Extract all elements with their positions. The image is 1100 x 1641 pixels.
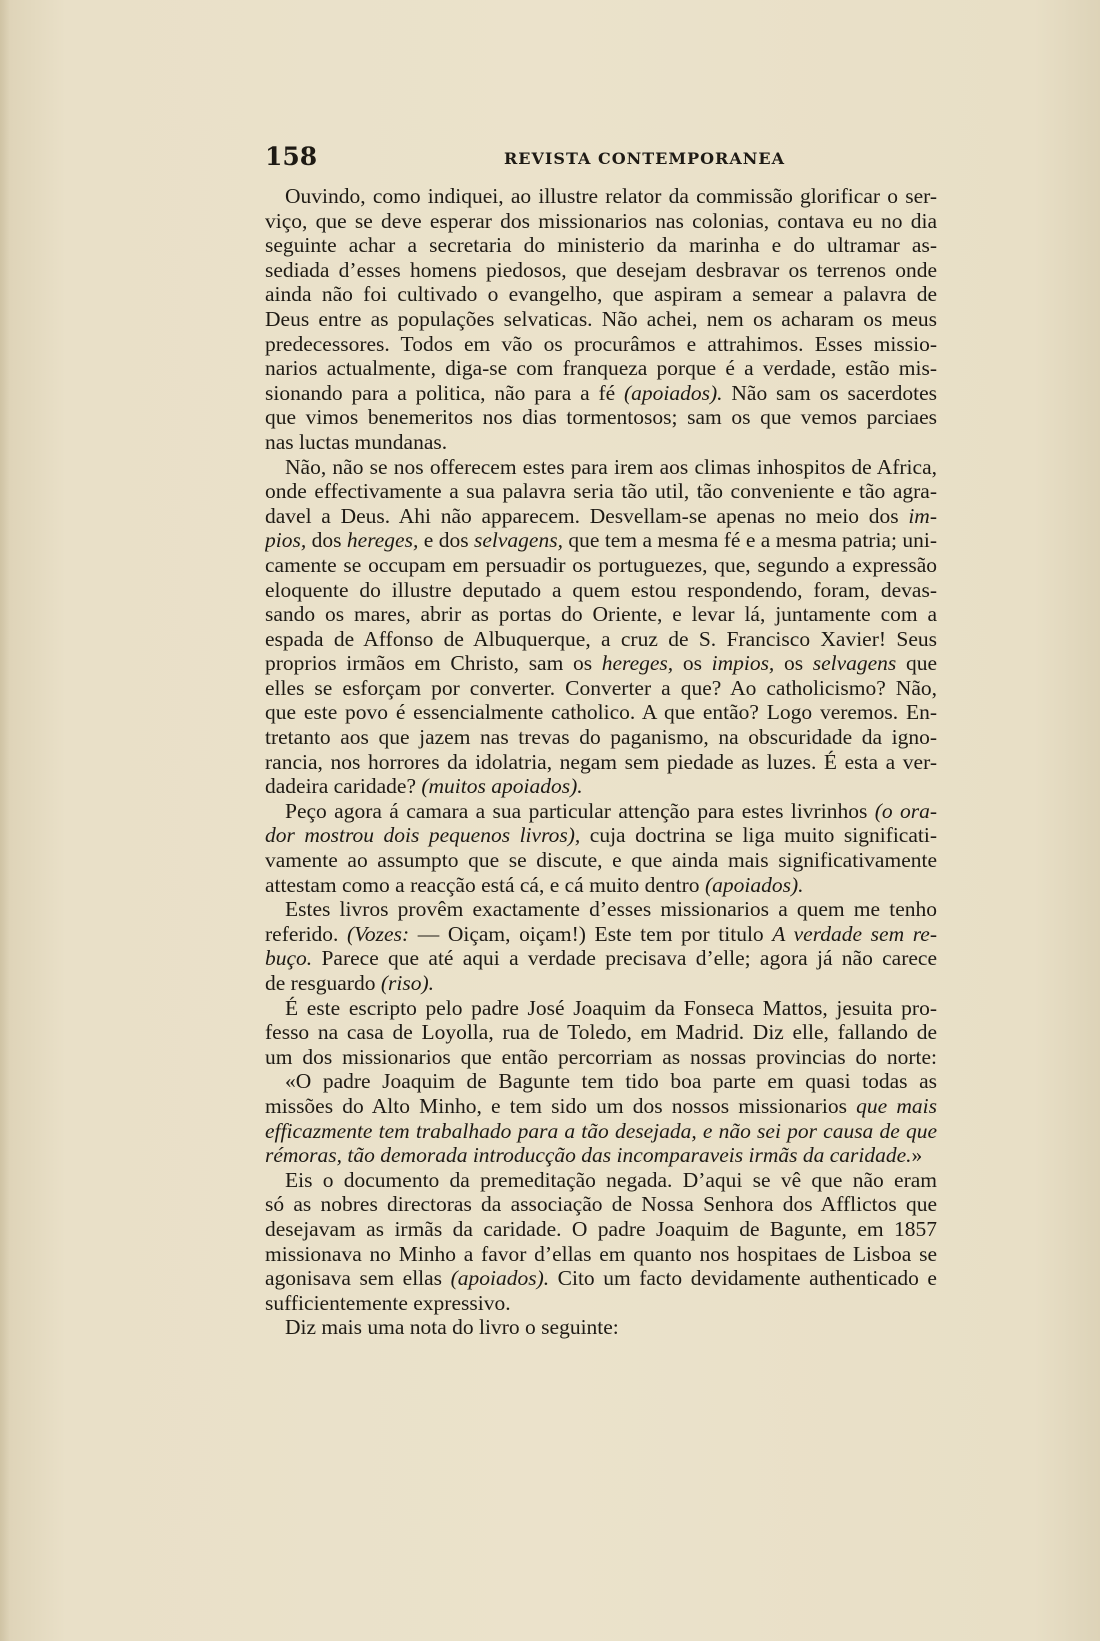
text-segment: Diz mais uma nota do livro o seguinte: <box>285 1315 619 1340</box>
text-line <box>265 479 937 504</box>
text-segment: de resguardo <box>265 971 381 995</box>
text-line <box>265 676 937 701</box>
text-line <box>265 1266 937 1291</box>
italic-text-segment: buço. <box>265 946 313 971</box>
text-segment: Não, não se nos offerecem estes para irem aos climas inhospitos de Africa, <box>285 454 937 479</box>
text-line <box>265 922 937 947</box>
italic-text-segment: (Vozes: <box>347 921 410 946</box>
text-segment: vamente ao assumpto que se discute, e que ainda mais significativamente <box>265 848 937 873</box>
text-segment: Ouvindo, como indiquei, ao illustre relator da commissão glorificar o ser- <box>285 184 937 208</box>
text-line <box>265 578 937 603</box>
text-line <box>265 946 937 971</box>
text-segment: » <box>911 1143 923 1168</box>
text-segment: eloquente do illustre deputado a quem estou respondendo, foram, devas- <box>265 577 937 602</box>
text-line <box>265 258 937 283</box>
text-line <box>265 1192 937 1217</box>
text-segment: proprios irmãos em Christo, sam os <box>265 651 602 676</box>
text-line <box>265 553 937 578</box>
text-line <box>265 405 937 430</box>
body-text <box>265 184 937 1340</box>
text-segment: É este escripto pelo padre José Joaquim da Fonseca Mattos, jesuita pro- <box>285 995 937 1020</box>
text-line <box>265 332 937 357</box>
text-segment: onde effectivamente a sua palavra seria tão util, tão conveniente e tão agra- <box>265 479 937 504</box>
text-segment: que <box>896 651 937 676</box>
italic-text-segment: hereges, <box>346 528 419 553</box>
text-line <box>265 209 937 234</box>
text-segment: Não sam os sacerdotes <box>722 380 937 405</box>
text-line <box>265 1069 937 1094</box>
text-line <box>265 1291 937 1316</box>
text-line <box>265 381 937 406</box>
running-title: REVISTA CONTEMPORANEA <box>504 149 785 168</box>
text-segment: só as nobres directoras da associação de Nossa Senhora dos Afflictos que <box>265 1192 937 1217</box>
text-segment: Peço agora á camara a sua particular attenção para estes livrinhos <box>285 798 875 823</box>
text-segment: agonisava sem ellas <box>265 1266 451 1291</box>
text-segment: rancia, nos horrores da idolatria, negam sem piedade as luzes. É esta a ver- <box>265 749 937 774</box>
text-line <box>265 823 937 848</box>
text-segment: sando os mares, abrir as portas do Oriente, e levar lá, juntamente com a <box>265 602 937 627</box>
text-segment: missionava no Minho a favor d’ellas em quanto nos hospitaes de Lisboa se <box>265 1241 937 1266</box>
text-line <box>265 774 937 799</box>
text-segment: espada de Affonso de Albuquerque, a cruz de S. Francisco Xavier! Seus <box>265 626 937 651</box>
text-line <box>265 1315 937 1340</box>
text-line <box>265 700 937 725</box>
text-line <box>265 651 937 676</box>
text-segment: desejavam as irmãs da caridade. O padre Joaquim de Bagunte, em 1857 <box>265 1216 937 1241</box>
text-segment: dadeira caridade? <box>265 774 422 799</box>
text-line <box>265 356 937 381</box>
italic-text-segment: (apoiados). <box>704 872 804 897</box>
italic-text-segment: pios, <box>265 528 307 553</box>
text-segment: «O padre Joaquim de Bagunte tem tido boa parte em quasi todas as <box>285 1069 937 1094</box>
text-segment: — Oiçam, oiçam!) Este tem por titulo <box>409 921 773 946</box>
text-line <box>265 1217 937 1242</box>
text-line <box>265 528 937 553</box>
italic-text-segment: impios, <box>711 651 775 676</box>
text-segment: sionando para a politica, não para a fé <box>265 380 624 405</box>
text-line <box>265 1143 937 1168</box>
text-segment: cuja doctrina se liga muito significati- <box>580 823 937 848</box>
italic-text-segment: (o ora- <box>874 798 937 823</box>
text-line <box>265 504 937 529</box>
text-segment: Cito um facto devidamente authenticado e <box>549 1266 937 1291</box>
text-segment: sufficientemente expressivo. <box>265 1290 511 1315</box>
text-line <box>265 725 937 750</box>
text-line <box>265 1045 937 1070</box>
italic-text-segment: efficazmente tem trabalhado para a tão desejada, e não sei por causa de que <box>265 1118 937 1143</box>
text-line <box>265 307 937 332</box>
italic-text-segment: hereges, <box>601 651 674 676</box>
text-segment: Parece que até aqui a verdade precisava d’elle; agora já não carece <box>312 946 937 971</box>
text-segment: os <box>774 651 813 676</box>
text-segment: Estes livros provêm exactamente d’esses missionarios a quem me tenho <box>285 897 937 922</box>
text-segment: narios actualmente, diga-se com franqueza porque é a verdade, estão mis- <box>265 356 937 381</box>
italic-text-segment: A verdade sem re- <box>772 921 937 946</box>
text-line <box>265 455 937 480</box>
page-edge-shadow <box>0 0 10 1641</box>
text-segment: que vimos benemeritos nos dias tormentosos; sam os que vemos parciaes <box>265 405 937 430</box>
text-line <box>265 627 937 652</box>
text-line <box>265 282 937 307</box>
text-segment: e dos <box>418 528 474 553</box>
italic-text-segment: dor mostrou dois pequenos livros), <box>265 823 581 848</box>
italic-text-segment: que mais <box>856 1093 937 1118</box>
text-line <box>265 1094 937 1119</box>
text-line <box>265 897 937 922</box>
text-segment: davel a Deus. Ahi não apparecem. Desvellam-se apenas no meio dos <box>265 503 909 528</box>
text-segment: um dos missionarios que então percorriam as nossas provincias do norte: <box>265 1044 937 1069</box>
text-segment: que este povo é essencialmente catholico. A que então? Logo veremos. En- <box>265 700 937 725</box>
italic-text-segment: im- <box>908 503 937 528</box>
page-header <box>265 142 937 178</box>
italic-text-segment: (apoiados). <box>450 1266 550 1291</box>
text-line <box>265 873 937 898</box>
text-line <box>265 799 937 824</box>
text-line <box>265 1020 937 1045</box>
text-segment: tretanto aos que jazem nas trevas do paganismo, na obscuridade da igno- <box>265 725 937 750</box>
italic-text-segment: (apoiados). <box>624 380 723 405</box>
text-line <box>265 1119 937 1144</box>
text-segment: nas luctas mundanas. <box>265 429 448 454</box>
text-segment: attestam como a reacção está cá, e cá muito dentro <box>265 872 705 897</box>
text-line <box>265 971 937 996</box>
text-segment: predecessores. Todos em vão os procurâmos e attrahimos. Esses missio- <box>265 331 937 356</box>
italic-text-segment: (riso). <box>380 971 434 995</box>
text-segment: referido. <box>265 921 348 946</box>
text-line <box>265 184 937 209</box>
text-line <box>265 848 937 873</box>
text-line <box>265 233 937 258</box>
text-segment: Eis o documento da premeditação negada. D’aqui se vê que não eram <box>285 1167 937 1192</box>
text-segment: missões do Alto Minho, e tem sido um dos nossos missionarios <box>265 1093 857 1118</box>
text-segment: viço, que se deve esperar dos missionarios nas colonias, contava eu no dia <box>265 208 937 233</box>
text-segment: dos <box>306 528 347 553</box>
text-segment: os <box>673 651 712 676</box>
text-segment: seguinte achar a secretaria do ministerio da marinha e do ultramar as- <box>265 233 937 258</box>
text-line <box>265 1242 937 1267</box>
text-line <box>265 430 937 455</box>
text-segment: sediada d’esses homens piedosos, que desejam desbravar os terrenos onde <box>265 257 937 282</box>
text-segment: Deus entre as populações selvaticas. Não achei, nem os acharam os meus <box>265 306 937 331</box>
text-segment: elles se esforçam por converter. Converter a que? Ao catholicismo? Não, <box>265 675 937 700</box>
text-segment: camente se occupam em persuadir os portuguezes, que, segundo a expressão <box>265 552 937 577</box>
text-line <box>265 602 937 627</box>
text-line <box>265 996 937 1021</box>
italic-text-segment: (muitos apoiados). <box>421 774 583 799</box>
italic-text-segment: rémoras, tão demorada introducção das incomparaveis irmãs da caridade. <box>265 1143 912 1168</box>
text-segment: ainda não foi cultivado o evangelho, que aspiram a semear a palavra de <box>265 282 937 307</box>
italic-text-segment: selvagens, <box>474 528 563 553</box>
text-segment: que tem a mesma fé e a mesma patria; uni- <box>562 528 937 553</box>
italic-text-segment: selvagens <box>812 651 897 676</box>
text-line <box>265 1168 937 1193</box>
text-line <box>265 750 937 775</box>
text-segment: fesso na casa de Loyolla, rua de Toledo, em Madrid. Diz elle, fallando de <box>265 1020 937 1045</box>
page-number: 158 <box>265 142 318 171</box>
